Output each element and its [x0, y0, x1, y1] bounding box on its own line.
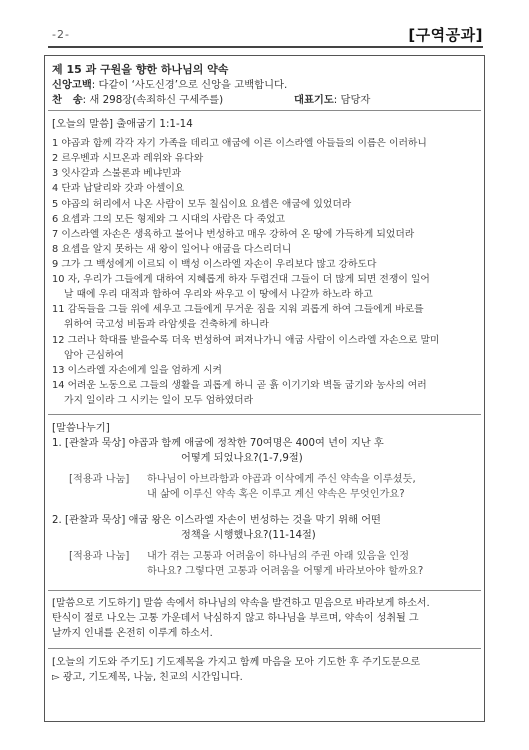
hymn-text: : 새 298장(속죄하신 구세주를): [82, 94, 224, 106]
closing-prayer-line-3: 날까지 인내를 온전히 이루게 하소서.: [52, 628, 213, 639]
answer-2-text: 내가 겪는 고통과 어려움이 하나님의 주권 아래 있음을 인정: [147, 551, 410, 562]
verse-continuation: 암아 근심하여: [64, 350, 124, 361]
observation-label: [관찰과 묵상]: [64, 515, 126, 526]
answer-1-text-cont: 내 삶에 이루신 약속 혹은 이루고 계신 약속은 무엇인가요?: [147, 489, 405, 500]
sharing-heading: [말씀나누기]: [52, 422, 110, 434]
prayer-line: [294, 93, 370, 107]
verse: 12 그러나 학대를 받을수록 더욱 번성하여 퍼져나가니 애굽 사람이 이스라엘 자손으로 말미: [52, 335, 440, 346]
verse: 13 이스라엘 자손에게 일을 엄하게 시켜: [52, 365, 222, 376]
verse-continuation: 날 때에 우리 대적과 합하여 우리와 싸우고 이 땅에서 나갈까 하노라 하고: [64, 289, 373, 300]
footer-line-2: ▻ 광고, 기도제목, 나눔, 친교의 시간입니다.: [52, 672, 243, 683]
verse: 9 그가 그 백성에게 이르되 이 백성 이스라엘 자손이 우리보다 많고 강하도다: [52, 259, 377, 270]
footer-text: 기도제목을 가지고 함께 마음을 모아 기도한 후 주기도문으로: [156, 657, 421, 668]
closing-prayer-text: 말씀 속에서 하나님의 약속을 발견하고 믿음으로 바라보게 하소서.: [143, 598, 430, 609]
answer-1-label: [적용과 나눔]: [69, 474, 130, 485]
answer-1-text: 하나님이 아브라함과 야곱과 이삭에게 주신 약속을 이루셨듯,: [147, 474, 416, 485]
header-divider: [48, 46, 483, 48]
section-title: [구역공과]: [408, 26, 483, 44]
closing-prayer-line-2: 탄식이 절로 나오는 고통 가운데서 낙심하지 않고 하나님을 부르며, 약속이 성취될 그: [52, 613, 419, 624]
answer-2-text-cont: 하나요? 그렇다면 고통과 어려움을 어떻게 바라보아야 할까요?: [147, 566, 424, 577]
verse: 10 자, 우리가 그들에게 대하여 지혜롭게 하자 두렵건대 그들이 더 많게 되면 전쟁이 일어: [52, 274, 430, 285]
creed-text: : 다같이 ‘사도신경’으로 신앙을 고백합니다.: [91, 79, 288, 91]
scripture-heading-line: [52, 117, 193, 131]
question-number: 2.: [52, 515, 62, 526]
observation-label: [관찰과 묵상]: [64, 438, 126, 449]
question-2-text: 애굽 왕은 이스라엘 자손이 번성하는 것을 막기 위해 어떤: [128, 515, 381, 526]
question-1-line: [52, 437, 384, 451]
question-1-text-cont: 어떻게 되었나요?(1-7,9절): [181, 453, 303, 464]
divider: [48, 110, 481, 111]
creed-label: 신앙고백: [52, 79, 92, 91]
question-2-text-cont: 정책을 시행했나요?(11-14절): [181, 530, 316, 541]
question-2-line: [52, 514, 381, 528]
verse-continuation: 위하여 국고성 비돔과 라암셋을 건축하게 하니라: [64, 319, 269, 330]
page-number: -2-: [52, 28, 70, 41]
prayer-text: : 담당자: [333, 94, 371, 106]
hymn-line: [52, 93, 223, 107]
divider: [48, 414, 481, 415]
verse: 3 잇사갈과 스불론과 베냐민과: [52, 168, 182, 179]
verse: 1 야곱과 함께 각각 자기 가족을 데리고 애굽에 이른 이스라엘 아들들의 이름은 이러하니: [52, 138, 427, 149]
divider: [48, 648, 481, 649]
verse: 14 어려운 노동으로 그들의 생활을 괴롭게 하니 곧 흙 이기기와 벽돌 굽기와 농사의 여러: [52, 380, 427, 391]
answer-2-label: [적용과 나눔]: [69, 551, 130, 562]
verse: 6 요셉과 그의 모든 형제와 그 시대의 사람은 다 죽었고: [52, 214, 285, 225]
closing-prayer-line-1: [52, 597, 430, 611]
verse: 4 단과 납달리와 갓과 아셀이요: [52, 183, 185, 194]
verse: 7 이스라엘 자손은 생육하고 불어나 번성하고 매우 강하여 온 땅에 가득하게 되었더라: [52, 229, 415, 240]
scripture-heading: [오늘의 말씀]: [52, 118, 114, 130]
question-1-text: 야곱과 함께 애굽에 정착한 70여명은 400여 년이 지난 후: [128, 438, 384, 449]
hymn-label: 찬 송: [52, 94, 83, 106]
lesson-title: 제 15 과 구원을 향한 하나님의 약속: [52, 63, 229, 76]
footer-line-1: [52, 656, 420, 670]
verse: 8 요셉을 알지 못하는 새 왕이 일어나 애굽을 다스리더니: [52, 244, 292, 255]
closing-prayer-heading: [말씀으로 기도하기]: [52, 598, 141, 609]
verse: 5 야곱의 허리에서 나온 사람이 모두 칠십이요 요셉은 애굽에 있었더라: [52, 199, 352, 210]
scripture-reference: 출애굽기 1:1-14: [116, 118, 193, 130]
prayer-label: 대표기도: [294, 94, 334, 106]
footer-heading: [오늘의 기도와 주기도]: [52, 657, 154, 668]
verse: 2 르우벤과 시므온과 레위와 유다와: [52, 153, 204, 164]
verse-continuation: 가지 일이라 그 시키는 일이 모두 엄하였더라: [64, 395, 254, 406]
verse: 11 감독들을 그들 위에 세우고 그들에게 무거운 짐을 지워 괴롭게 하여 그들에게 바로를: [52, 304, 424, 315]
creed-line: [52, 78, 287, 92]
question-number: 1.: [52, 438, 62, 449]
divider: [48, 590, 481, 591]
